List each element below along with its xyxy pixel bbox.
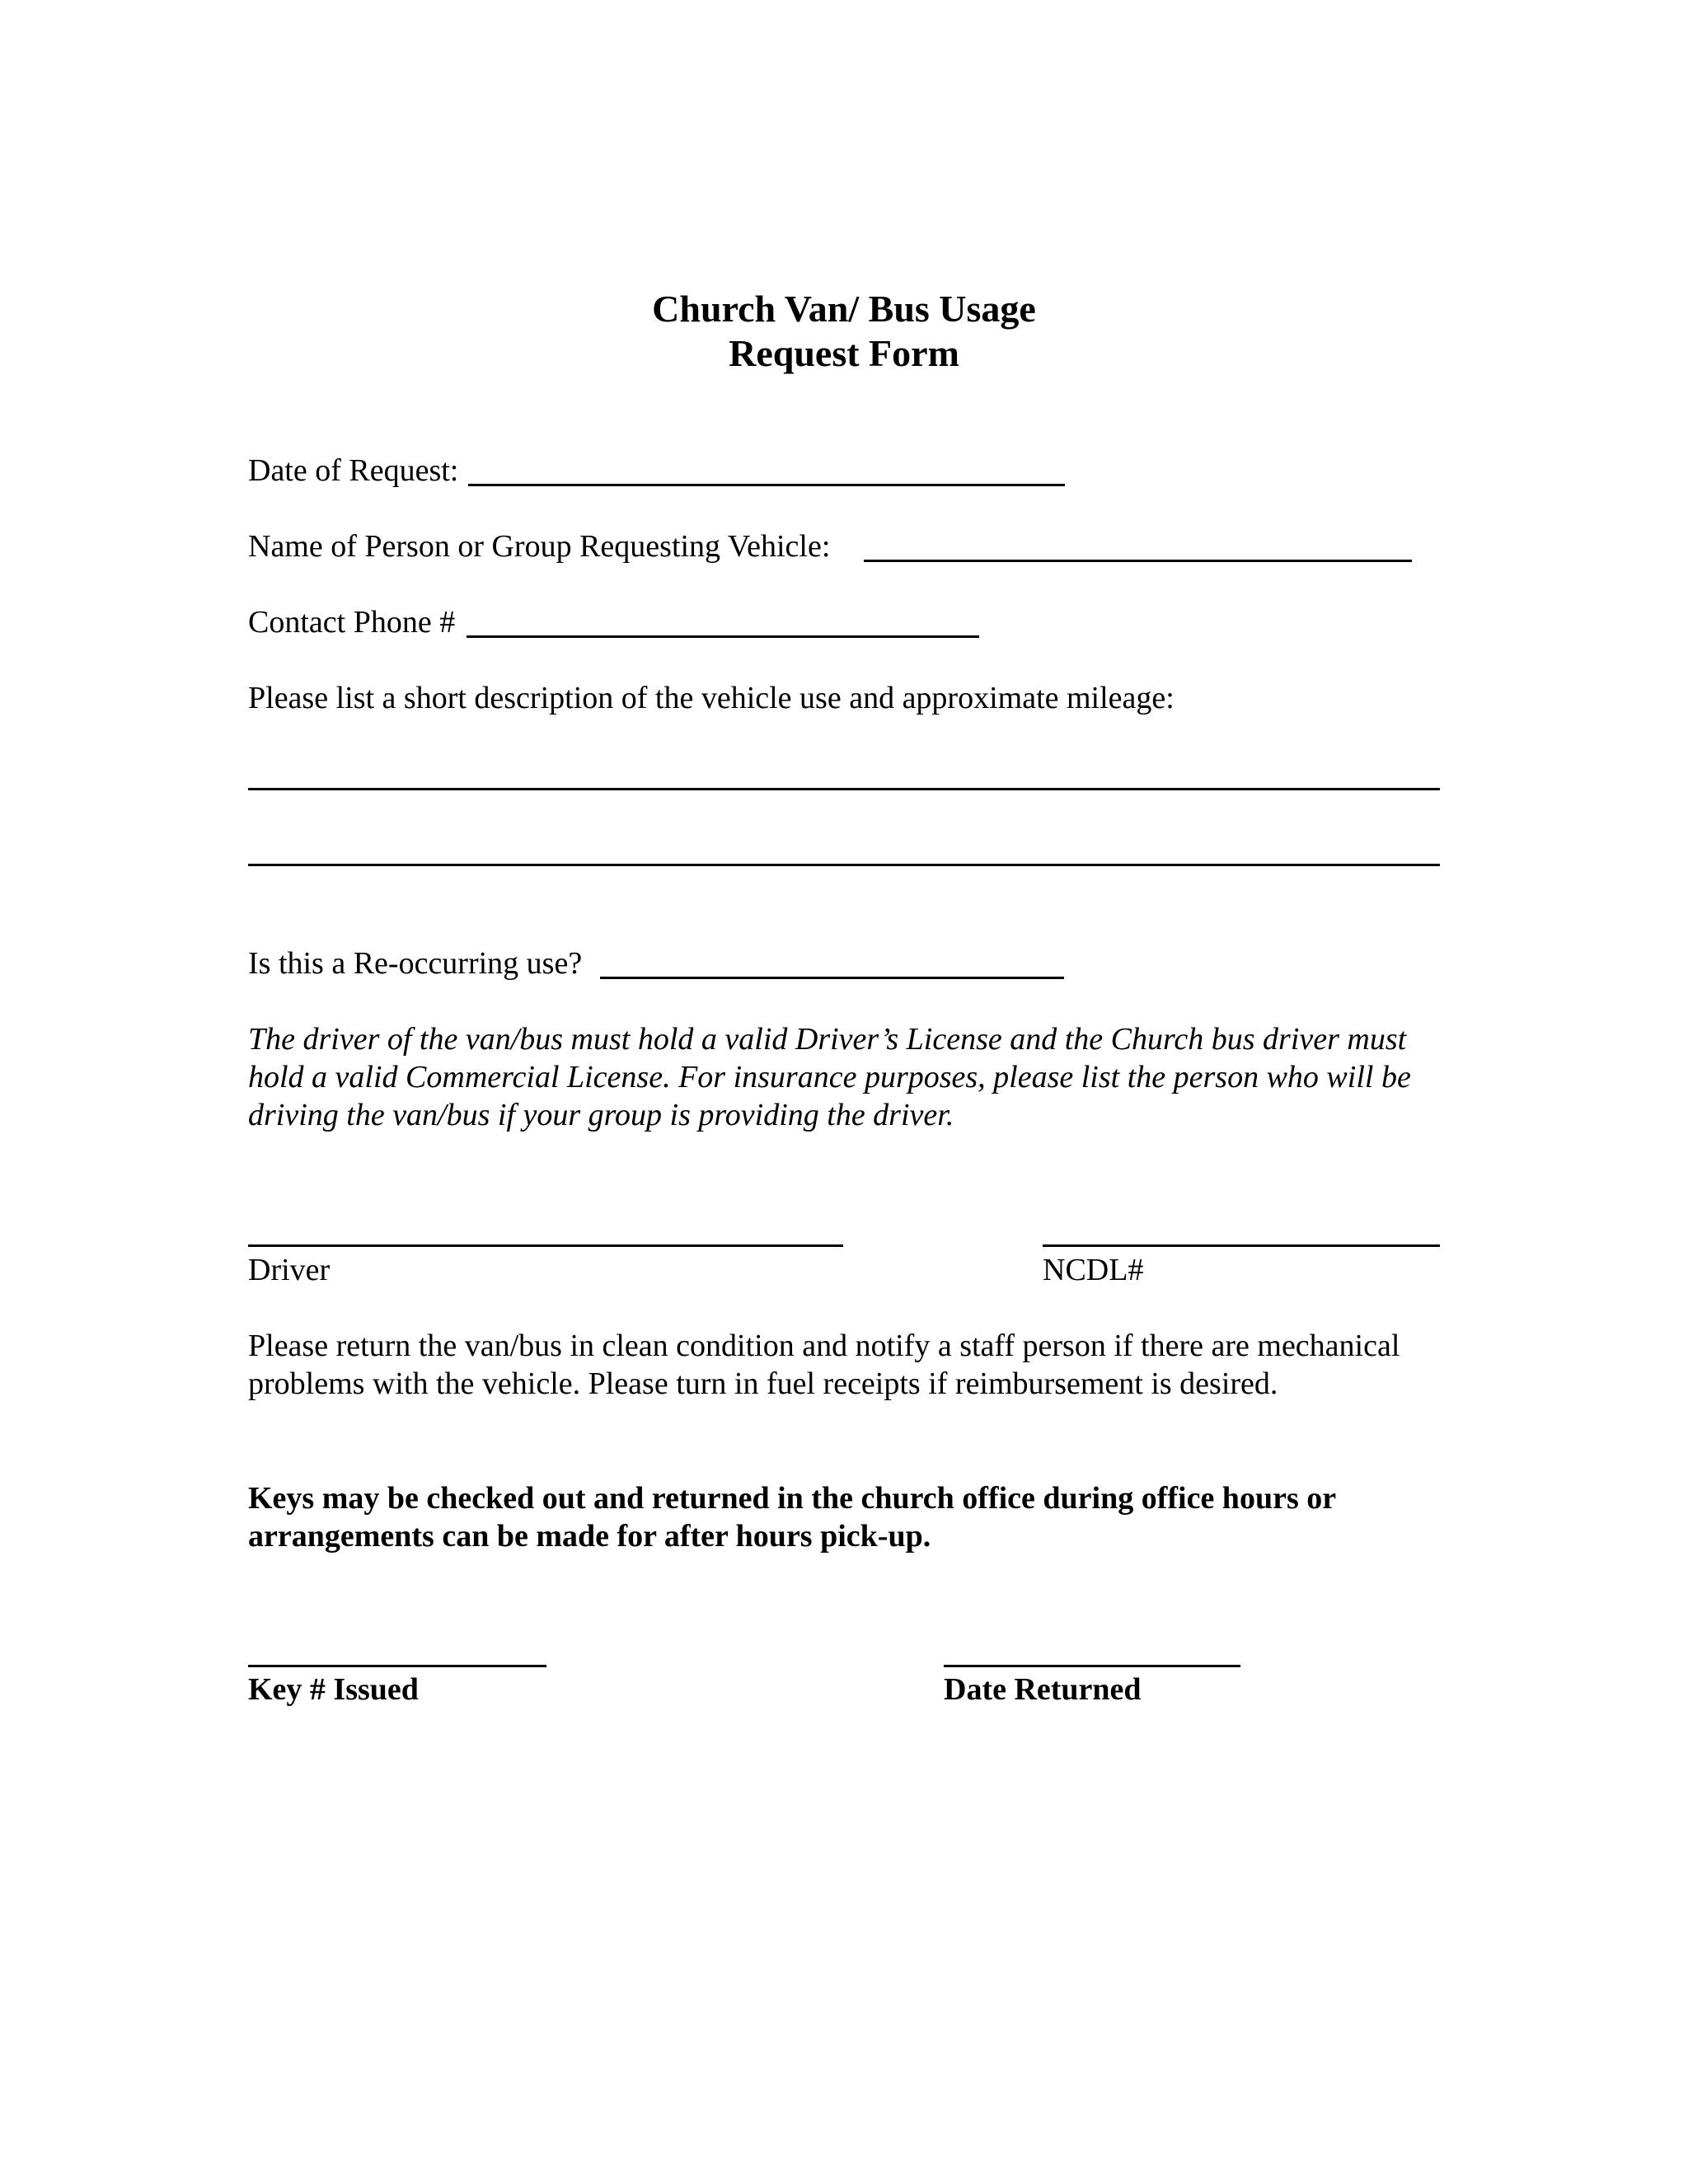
- driver-label: Driver: [248, 1253, 331, 1287]
- key-issued-label: Key # Issued: [248, 1672, 419, 1707]
- requester-name-label: Name of Person or Group Requesting Vehicle:: [248, 529, 831, 564]
- date-returned-line[interactable]: [944, 1665, 1240, 1667]
- description-label: Please list a short description of the vehicle use and approximate mileage:: [248, 681, 1175, 715]
- ncdl-line[interactable]: [1043, 1244, 1440, 1247]
- form-title-line2: Request Form: [729, 332, 959, 374]
- date-returned-label: Date Returned: [944, 1672, 1142, 1707]
- driver-line[interactable]: [248, 1244, 843, 1247]
- date-of-request-label: Date of Request:: [248, 453, 459, 488]
- reoccurring-line[interactable]: [600, 977, 1064, 979]
- form-title-line1: Church Van/ Bus Usage: [652, 288, 1036, 330]
- description-line-2[interactable]: [248, 864, 1440, 866]
- date-of-request-line[interactable]: [468, 484, 1065, 486]
- reoccurring-label: Is this a Re-occurring use?: [248, 946, 583, 981]
- description-line-1[interactable]: [248, 788, 1440, 790]
- key-issued-line[interactable]: [248, 1665, 546, 1667]
- driver-notice: The driver of the van/bus must hold a valid Driver’s License and the Church bus driver must hold a valid Commercial License. For insurance purposes, please list the person who will be driving the van/bus if your group is providing the driver.: [248, 1022, 1411, 1132]
- keys-notice: Keys may be checked out and returned in the church office during office hours or arrangements can be made for after hours pick-up.: [248, 1481, 1336, 1554]
- contact-phone-label: Contact Phone #: [248, 605, 456, 640]
- return-notice: Please return the van/bus in clean condition and notify a staff person if there are mechanical problems with the vehicle. Please turn in fuel receipts if reimbursement is desired.: [248, 1329, 1400, 1401]
- ncdl-label: NCDL#: [1043, 1253, 1144, 1287]
- contact-phone-line[interactable]: [467, 635, 979, 638]
- requester-name-line[interactable]: [864, 560, 1412, 562]
